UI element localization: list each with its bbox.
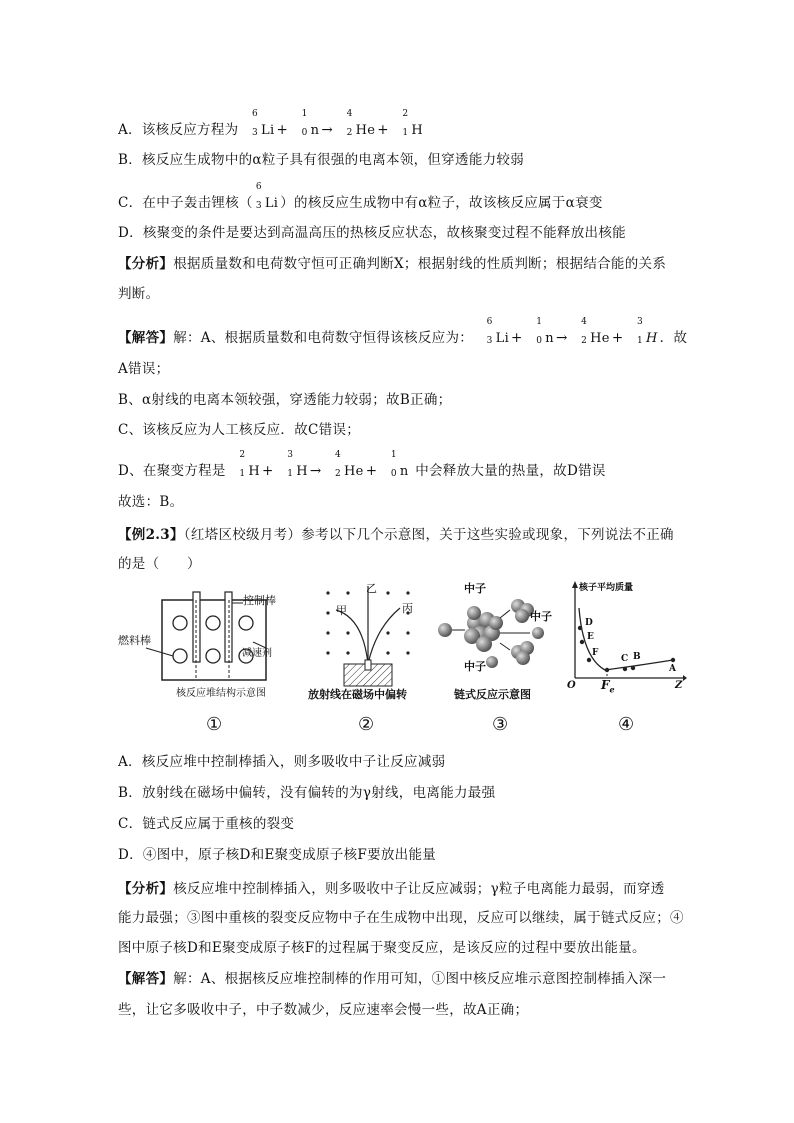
option-b: B．核反应生成物中的α粒子具有很强的电离本领，但穿透能力较弱: [118, 152, 525, 168]
nuclide-he: 4 2 He: [581, 317, 610, 346]
nuclide-he: 4 2 He: [346, 109, 376, 138]
q2-option-d: D．④图中，原子核D和E聚变成原子核F要放出能量: [118, 847, 437, 863]
figure-binding-curve: [565, 578, 687, 702]
figure-deflection: [308, 578, 428, 702]
point-b: B: [633, 652, 641, 662]
nuclide-h3: 3 1 H: [287, 450, 308, 479]
answer-1-cont: A错误；: [118, 361, 170, 377]
point-f: F: [592, 648, 599, 658]
figure-num-2: ②: [358, 714, 375, 735]
q2-option-c: C．链式反应属于重核的裂变: [118, 816, 295, 832]
curve-title: 核子平均质量: [579, 583, 634, 593]
option-a-text: A．该核反应方程为: [118, 122, 239, 138]
label-neutron-3: 中子: [464, 660, 486, 673]
label-moderator: 减速剂: [242, 648, 272, 659]
option-d: D．核聚变的条件是要达到高温高压的热核反应状态，故核聚变过程不能释放出核能: [118, 225, 626, 241]
option-c: C．在中子轰击锂核（ 6 3 Li ）的核反应生成物中有α粒子，故该核反应属于α衰变: [118, 182, 603, 211]
answer-b: B、α射线的电离本领较强，穿透能力较弱；故B正确；: [118, 392, 452, 408]
analysis-2: 【分析】核反应堆中控制棒插入，则多吸收中子让反应减弱；γ粒子电离能力最弱，而穿透: [118, 881, 665, 897]
q2-option-a: A．核反应堆中控制棒插入，则多吸收中子让反应减弱: [118, 754, 446, 770]
answer-c: C、该核反应为人工核反应．故C错误；: [118, 422, 361, 438]
nuclide-n: 1 0 n: [390, 450, 409, 479]
figure-num-1: ①: [206, 714, 223, 735]
origin-o: O: [567, 680, 576, 691]
label-jia: 甲: [336, 604, 347, 617]
label-fuel-rod: 燃料棒: [118, 634, 151, 647]
point-e: E: [587, 632, 594, 642]
analysis-2-l3: 图中原子核D和E聚变成原子核F的过程属于聚变反应，是该反应的过程中要放出能量。: [118, 940, 646, 956]
analysis-2-l2: 能力最强；③图中重核的裂变反应物中子在生成物中出现，反应可以继续，属于链式反应；④: [118, 910, 684, 926]
nuclide-h2: 2 1 H: [402, 109, 424, 138]
answer-1: 【解答】解：A、根据质量数和电荷数守恒得该核反应为： 6 3 Li + 1 0 n → 4 2 He + 3 1 H ．故: [118, 317, 688, 346]
choose-1: 故选：B。: [118, 494, 184, 510]
answer-2-l2: 些，让它多吸收中子，中子数减少，反应速率会慢一些，故A正确；: [118, 1002, 529, 1018]
nuclide-h3: 3 1 H: [637, 317, 658, 346]
figure-num-4: ④: [618, 714, 635, 735]
q2-option-b: B．放射线在磁场中偏转，没有偏转的为γ射线，电离能力最强: [118, 785, 496, 801]
nuclide-li: 6 3 Li: [252, 109, 275, 138]
option-a: A．该核反应方程为 6 3 Li + 1 0 n → 4 2 He + 2 1 H: [118, 109, 424, 138]
caption-chain-reaction: 链式反应示意图: [454, 688, 531, 701]
nuclide-h2: 2 1 H: [239, 450, 260, 479]
nuclide-n: 1 0 n: [536, 317, 554, 346]
nuclide-n: 1 0 n: [301, 109, 320, 138]
answer-2: 【解答】解：A、根据核反应堆控制棒的作用可知，①图中核反应堆示意图控制棒插入深一: [118, 971, 667, 987]
caption-reactor: 核反应堆结构示意图: [176, 688, 266, 699]
figure-num-3: ③: [492, 714, 509, 735]
example-2-3-cont: 的是（ ）: [118, 556, 201, 572]
label-bing: 丙: [402, 602, 413, 615]
label-control-rod: 控制棒: [243, 594, 276, 607]
analysis-1-cont: 判断。: [118, 286, 160, 302]
nuclide-li: 6 3 Li: [486, 317, 510, 346]
point-a: A: [669, 664, 676, 674]
figure-reactor: [118, 578, 283, 702]
point-d: D: [585, 618, 593, 628]
analysis-1: 【分析】根据质量数和电荷数守恒可正确判断X；根据射线的性质判断；根据结合能的关系: [118, 256, 667, 272]
point-c: C: [621, 654, 629, 664]
nuclide-li: 6 3 Li: [255, 182, 279, 211]
label-fe: $F_e$: [601, 678, 615, 695]
answer-d: D、在聚变方程是 2 1 H + 3 1 H → 4 2 He + 1 0 n 中会释放大量的热量，故D错误: [118, 450, 606, 479]
caption-deflection: 放射线在磁场中偏转: [308, 688, 407, 701]
example-2-3: 【例2.3】（红塔区校级月考）参考以下几个示意图，关于这些实验或现象，下列说法不正确: [118, 527, 674, 543]
nuclide-he: 4 2 He: [335, 450, 364, 479]
label-neutron-2: 中子: [530, 610, 552, 623]
label-yi: 乙: [366, 582, 377, 595]
axis-z: Z: [675, 680, 683, 691]
label-neutron-1: 中子: [464, 582, 486, 595]
figure-chain-reaction: [430, 578, 555, 702]
